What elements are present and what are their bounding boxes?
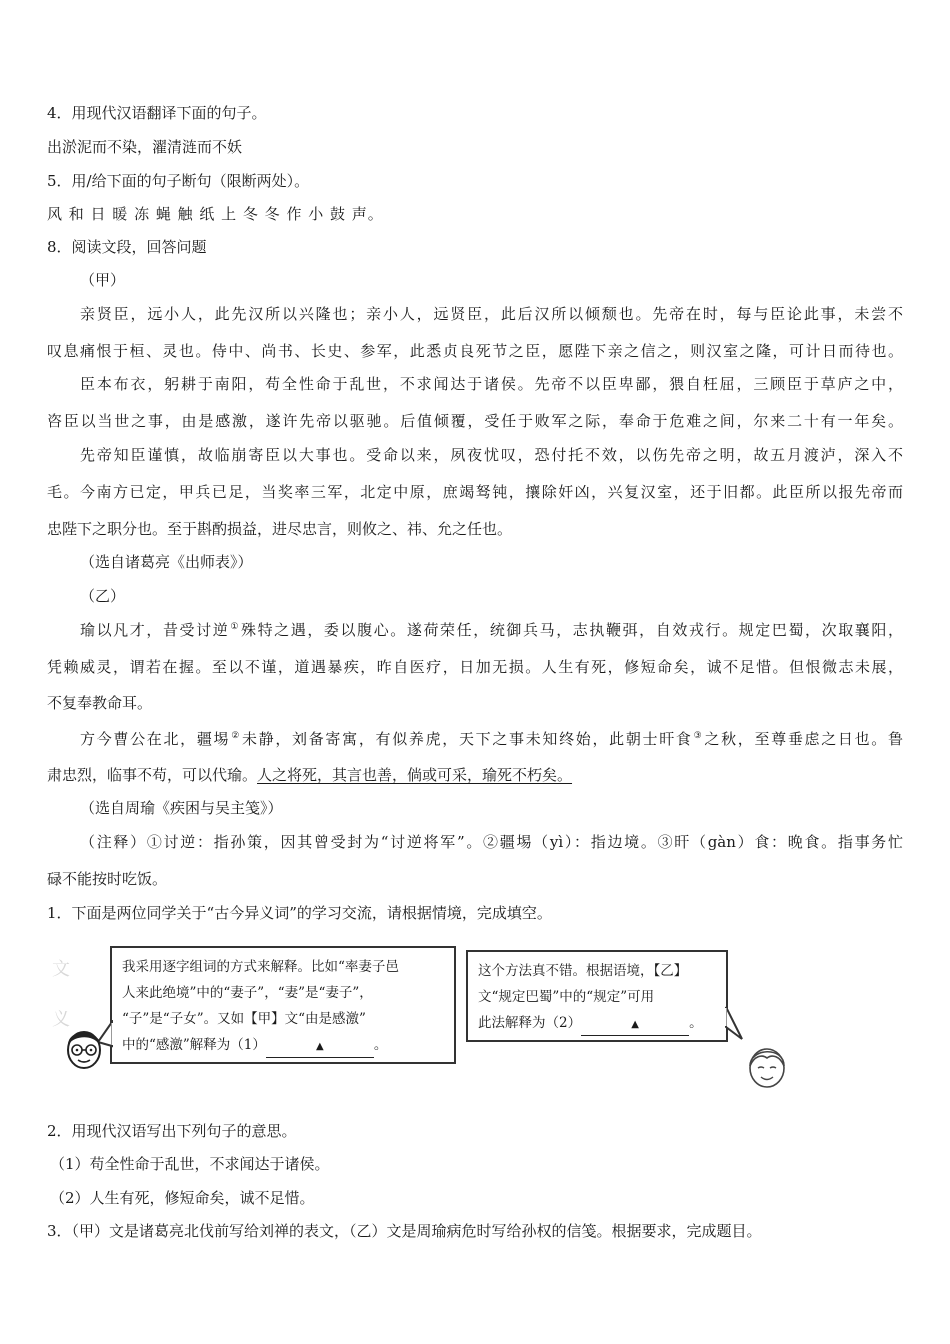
- left-bubble-line: 我采用逐字组词的方式来解释。比如“率妻子邑: [122, 959, 399, 975]
- passage-yi-line: 不复奉教命耳。: [47, 694, 153, 712]
- passage-yi-text: 殊特之遇，委以腹心。遂荷荣任，统御兵马，志执鞭弭，自效戎行。规定巴蜀，次取襄阳，: [240, 621, 903, 639]
- passage-jia-line: 叹息痛恨于桓、灵也。侍中、尚书、长史、参军，此悉贞良死节之臣，愿陛下亲之信之，则汉室之隆，可计日而待也。: [47, 342, 903, 360]
- right-bubble-line: 这个方法真不错。根据语境，【乙】: [478, 963, 688, 979]
- passage-jia-label: （甲）: [80, 271, 126, 289]
- passage-yi-text: 肃忠烈，临事不苟，可以代瑜。: [47, 766, 258, 784]
- q2-item: （2）人生有死，修短命矣，诚不足惜。: [50, 1189, 315, 1207]
- footnote-mark: ①: [230, 622, 240, 632]
- right-bubble-text: 此法解释为（2）: [478, 1015, 582, 1031]
- q4-sentence: 出淤泥而不染，濯清涟而不妖: [47, 138, 243, 156]
- passage-yi-text: 瑜以凡才，昔受讨逆: [80, 621, 230, 639]
- q8-title: 8．阅读文段，回答问题: [47, 238, 207, 256]
- passage-jia-line: 亲贤臣，远小人，此先汉所以兴隆也；亲小人，远贤臣，此后汉所以倾颓也。先帝在时，每与臣论此事，未尝不: [80, 305, 903, 323]
- q2-item: （1）苟全性命于乱世，不求闻达于诸侯。: [50, 1155, 330, 1173]
- left-bubble-line: [122, 1032, 444, 1058]
- girl-avatar-icon: [742, 1040, 792, 1092]
- underlined-sentence: 人之将死，其言也善，倘或可采，瑜死不朽矣。: [257, 766, 573, 784]
- left-bubble-line: “子”是“子女”。又如【甲】文“由是感激”: [122, 1011, 366, 1027]
- passage-yi-note: （注释）①讨逆：指孙策，因其曾受封为“讨逆将军”。②疆埸（yì）：指边境。③旰（gàn）食：晚食。指事务忙: [80, 833, 903, 851]
- left-bubble-line: 人来此绝境”中的“妻子”，“妻”是“妻子”，: [122, 985, 373, 1001]
- left-speech-bubble: [110, 946, 456, 1064]
- triangle-icon: ▲: [631, 1019, 639, 1030]
- q2-title: 2．用现代汉语写出下列句子的意思。: [47, 1122, 297, 1140]
- decoration: 义: [52, 1009, 70, 1030]
- passage-yi-line: 凭赖威灵，谓若在握。至以不谨，道遇暴疾，昨自医疗，日加无损。人生有死，修短命矣，诚不足惜。但恨微志未展，: [47, 658, 903, 676]
- passage-jia-line: 忠陛下之职分也。至于斟酌损益，进尽忠言，则攸之、祎、允之任也。: [47, 520, 513, 538]
- passage-jia-line: 臣本布衣，躬耕于南阳，苟全性命于乱世，不求闻达于诸侯。先帝不以臣卑鄙，猥自枉屈，三顾臣于草庐之中，: [80, 375, 903, 393]
- q1-title: 1．下面是两位同学关于“古今异义词”的学习交流，请根据情境，完成填空。: [47, 904, 552, 922]
- passage-jia-source: （选自诸葛亮《出师表》）: [80, 553, 253, 571]
- passage-yi-text: 方今曹公在北，疆埸: [80, 730, 231, 748]
- passage-yi-line: [80, 728, 903, 753]
- passage-yi-text: 之秋，至尊垂虑之日也。鲁: [704, 730, 903, 748]
- passage-yi-label: （乙）: [80, 587, 126, 605]
- footnote-mark: ②: [231, 731, 241, 741]
- q5-sentence: 风 和 日 暖 冻 蝇 触 纸 上 冬 冬 作 小 鼓 声。: [47, 205, 384, 223]
- q3-title: 3．（甲）文是诸葛亮北伐前写给刘禅的表文，（乙）文是周瑜病危时写给孙权的信笺。根据要求，完成题目。: [47, 1222, 762, 1240]
- passage-jia-line: 毛。今南方已定，甲兵已足，当奖率三军，北定中原，庶竭驽钝，攘除奸凶，兴复汉室，还于旧都。此臣所以报先帝而: [47, 483, 903, 501]
- period: 。: [689, 1015, 703, 1031]
- right-speech-bubble: [466, 950, 728, 1042]
- passage-yi-note: 碌不能按时吃饭。: [47, 870, 168, 888]
- decoration: 文: [52, 959, 70, 980]
- passage-yi-line: [47, 764, 572, 786]
- q4-title: 4．用现代汉语翻译下面的句子。: [47, 104, 267, 122]
- answer-blank-1[interactable]: [266, 1035, 374, 1058]
- right-bubble-line: [478, 1010, 716, 1036]
- footnote-mark: ③: [693, 731, 704, 741]
- boy-avatar-icon: [60, 1022, 108, 1074]
- passage-yi-text: 未静，刘备寄寓，有似养虎，天下之事未知终始，此朝士旰食: [241, 730, 693, 748]
- answer-blank-2[interactable]: [581, 1013, 689, 1036]
- triangle-icon: ▲: [316, 1041, 324, 1052]
- passage-yi-line: [80, 619, 903, 644]
- period: 。: [373, 1037, 388, 1053]
- passage-jia-line: 咨臣以当世之事，由是感激，遂许先帝以驱驰。后值倾覆，受任于败军之际，奉命于危难之间，尔来二十有一年矣。: [47, 412, 903, 430]
- right-bubble-line: 文“规定巴蜀”中的“规定”可用: [478, 989, 655, 1005]
- bubble-tail: [722, 1005, 746, 1045]
- left-bubble-text: 中的“感激”解释为（1）: [122, 1037, 266, 1053]
- q5-title: 5．用/给下面的句子断句（限断两处）。: [47, 172, 310, 190]
- passage-jia-line: 先帝知臣谨慎，故临崩寄臣以大事也。受命以来，夙夜忧叹，恐付托不效，以伤先帝之明，故五月渡泸，深入不: [80, 446, 903, 464]
- passage-yi-source: （选自周瑜《疾困与吴主笺》）: [80, 799, 283, 817]
